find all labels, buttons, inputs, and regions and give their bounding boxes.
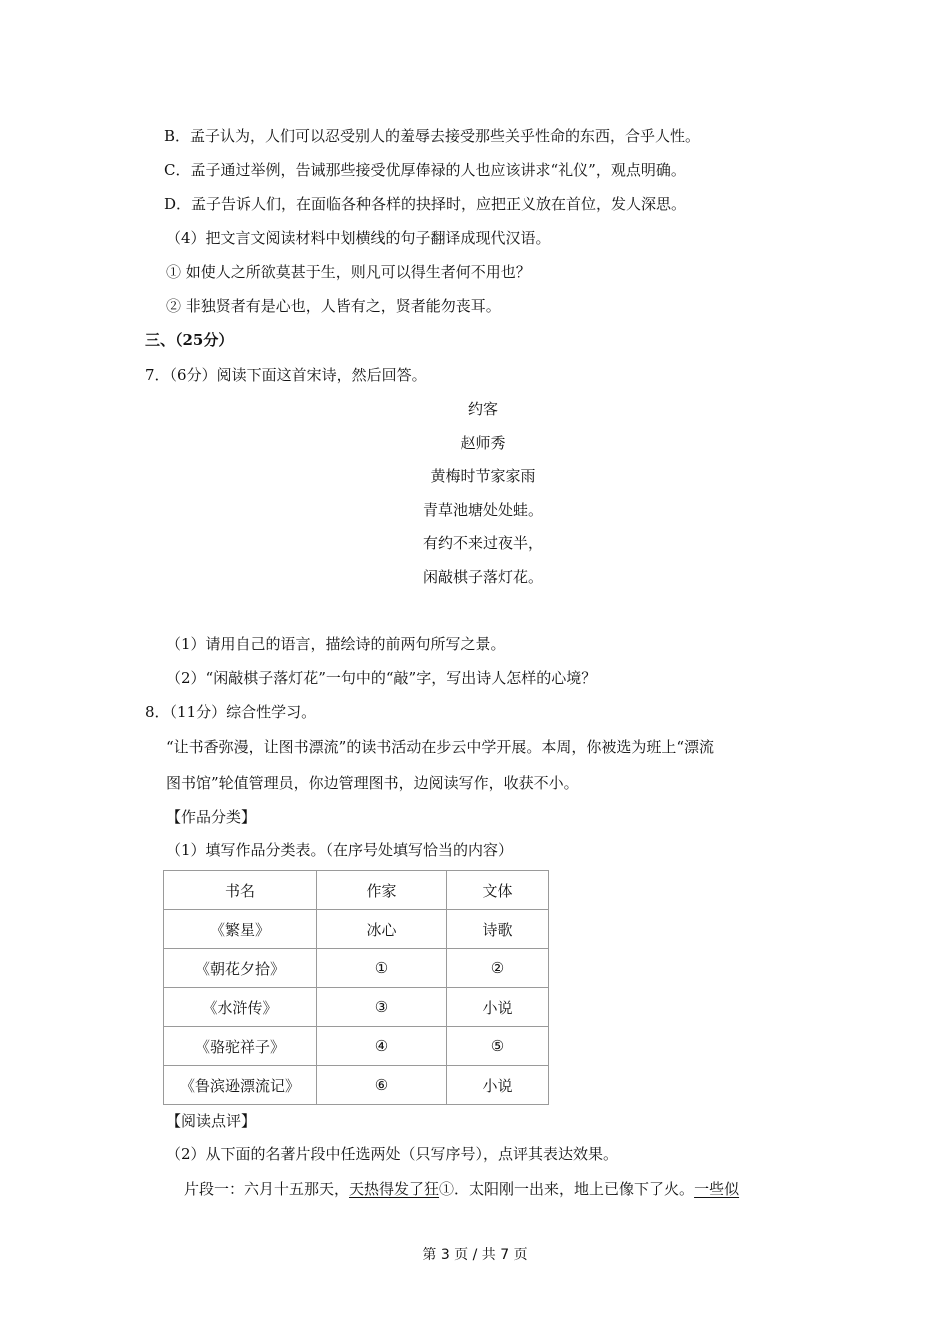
table-cell: 《骆驼祥子》 [164,1027,317,1066]
table-cell: 冰心 [317,910,447,949]
table-cell: ⑤ [447,1027,549,1066]
q7-part2: （2）“闲敲棋子落灯花”一句中的“敲”字，写出诗人怎样的心境？ [166,669,597,687]
poem-title: 约客 [467,400,498,418]
section-label-review: 【阅读点评】 [166,1112,257,1130]
header-cell: 作家 [317,871,447,910]
page-footer: 第 3 页 / 共 7 页 [422,1247,528,1263]
poem-line: 闲敲棋子落灯花。 [422,568,543,586]
poem-line: 青草池塘处处蛙。 [422,501,543,519]
excerpt-one [184,1179,739,1199]
option-d: D．孟子告诉人们，在面临各种各样的抉择时，应把正义放在首位，发人深思。 [164,195,687,213]
section-heading: 三、（25分） [145,331,234,349]
works-table [163,870,549,1105]
poem-line: 有约不来过夜半， [422,534,543,552]
translate-sentence-2: ② 非独贤者有是心也，人皆有之，贤者能勿丧耳。 [166,297,501,315]
table-cell: 《鲁滨逊漂流记》 [164,1066,317,1105]
option-b: B．孟子认为，人们可以忍受别人的羞辱去接受那些关乎性命的东西，合乎人性。 [164,127,701,145]
table-row [164,988,549,1027]
underlined-phrase: 一些似 [694,1180,740,1198]
option-c: C．孟子通过举例，告诫那些接受优厚俸禄的人也应该讲求“礼仪”，观点明确。 [164,161,686,179]
section-label-classify: 【作品分类】 [166,808,257,826]
q8-stem: 8．（11分）综合性学习。 [145,703,317,721]
table-cell: 《水浒传》 [164,988,317,1027]
table-cell: ⑥ [317,1066,447,1105]
table-cell: 诗歌 [447,910,549,949]
excerpt-prefix: 片段一：六月十五那天， [184,1180,350,1198]
table-cell: ① [317,949,447,988]
translate-sentence-1: ① 如使人之所欲莫甚于生，则凡可以得生者何不用也？ [166,263,531,281]
header-cell: 文体 [447,871,549,910]
table-cell: 小说 [447,1066,549,1105]
poem-line: 黄梅时节家家雨 [430,467,536,485]
q8-intro: 图书馆”轮值管理员，你边管理图书，边阅读写作，收获不小。 [166,774,579,792]
table-cell: ② [447,949,549,988]
header-cell: 书名 [164,871,317,910]
q7-part1: （1）请用自己的语言，描绘诗的前两句所写之景。 [166,635,506,653]
poem-author: 赵师秀 [460,434,506,452]
table-cell: 《朝花夕拾》 [164,949,317,988]
table-header-row [164,871,549,910]
q6-part4: （4）把文言文阅读材料中划横线的句子翻译成现代汉语。 [166,229,551,247]
table-cell: 小说 [447,988,549,1027]
q8-intro: “让书香弥漫，让图书漂流”的读书活动在步云中学开展。本周，你被选为班上“漂流 [166,738,715,756]
q7-stem: 7．（6分）阅读下面这首宋诗，然后回答。 [145,366,427,384]
underlined-phrase: 天热得发了狂 [349,1180,440,1198]
marker-number: ① [439,1180,455,1198]
table-cell: ④ [317,1027,447,1066]
table-row [164,910,549,949]
q8-part1: （1）填写作品分类表。（在序号处填写恰当的内容） [166,841,514,859]
table-cell: ③ [317,988,447,1027]
table-cell: 《繁星》 [164,910,317,949]
q8-part2: （2）从下面的名著片段中任选两处（只写序号），点评其表达效果。 [166,1145,619,1163]
table-row [164,1027,549,1066]
table-row [164,949,549,988]
excerpt-middle: ．太阳刚一出来，地上已像下了火。 [454,1180,695,1198]
table-row [164,1066,549,1105]
